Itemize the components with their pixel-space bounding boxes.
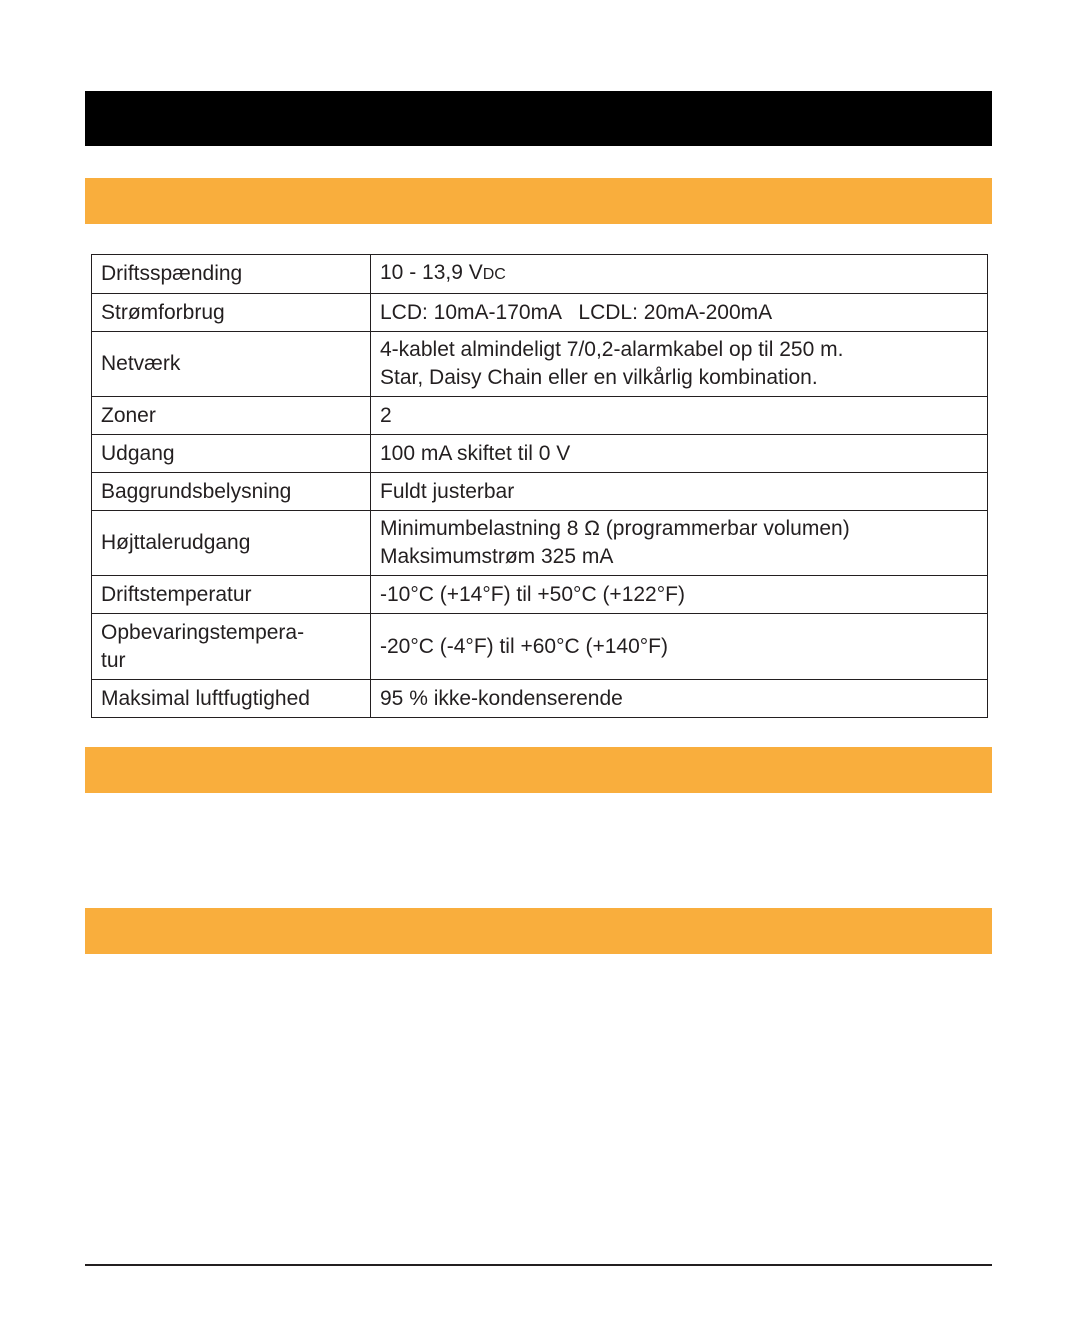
- table-row: [92, 294, 988, 332]
- table-row: [92, 680, 988, 718]
- spec-value: Fuldt justerbar: [371, 473, 988, 511]
- spec-label: Udgang: [92, 435, 371, 473]
- spec-label: Netværk: [92, 332, 371, 397]
- spec-value-line: Maksimumstrøm 325 mA: [380, 545, 614, 568]
- spec-value-line: Minimumbelastning 8 Ω (programmerbar volumen): [380, 517, 850, 540]
- table-row: [92, 255, 988, 294]
- spec-value: 2: [371, 397, 988, 435]
- spec-value: -10°C (+14°F) til +50°C (+122°F): [371, 576, 988, 614]
- table-row: [92, 397, 988, 435]
- spec-label: Højttalerudgang: [92, 511, 371, 576]
- spec-value: 95 % ikke-kondenserende: [371, 680, 988, 718]
- table-row: [92, 332, 988, 397]
- page-header-bar: [85, 91, 992, 146]
- spec-value-line: 4-kablet almindeligt 7/0,2-alarmkabel op til 250 m.: [380, 338, 844, 361]
- table-row: [92, 614, 988, 680]
- footer-rule: [85, 1264, 992, 1266]
- spec-value: 100 mA skiftet til 0 V: [371, 435, 988, 473]
- spec-value: LCD: 10mA-170mA LCDL: 20mA-200mA: [371, 294, 988, 332]
- spec-label-line: Opbevaringstempera-: [101, 620, 305, 644]
- table-row: [92, 473, 988, 511]
- spec-value: [371, 332, 988, 397]
- spec-label: Zoner: [92, 397, 371, 435]
- spec-label: Maksimal luftfugtighed: [92, 680, 371, 718]
- spec-label: Baggrundsbelysning: [92, 473, 371, 511]
- spec-value: -20°C (-4°F) til +60°C (+140°F): [371, 614, 988, 680]
- spec-label: Strømforbrug: [92, 294, 371, 332]
- spec-label: [92, 614, 371, 680]
- spec-label: Driftstemperatur: [92, 576, 371, 614]
- specifications-table: [91, 254, 988, 718]
- spec-value: [371, 511, 988, 576]
- spec-value: [371, 255, 988, 294]
- spec-label-line: tur: [101, 648, 126, 672]
- section-bar-3: [85, 908, 992, 954]
- spec-label: Driftsspænding: [92, 255, 371, 294]
- spec-value-line: Star, Daisy Chain eller en vilkårlig kombination.: [380, 366, 818, 389]
- section-bar-specifications: [85, 178, 992, 224]
- section-bar-2: [85, 747, 992, 793]
- spec-value-unit: DC: [482, 266, 506, 283]
- table-row: [92, 576, 988, 614]
- spec-value-main: 10 - 13,9 V: [380, 261, 483, 284]
- table-row: [92, 511, 988, 576]
- table-row: [92, 435, 988, 473]
